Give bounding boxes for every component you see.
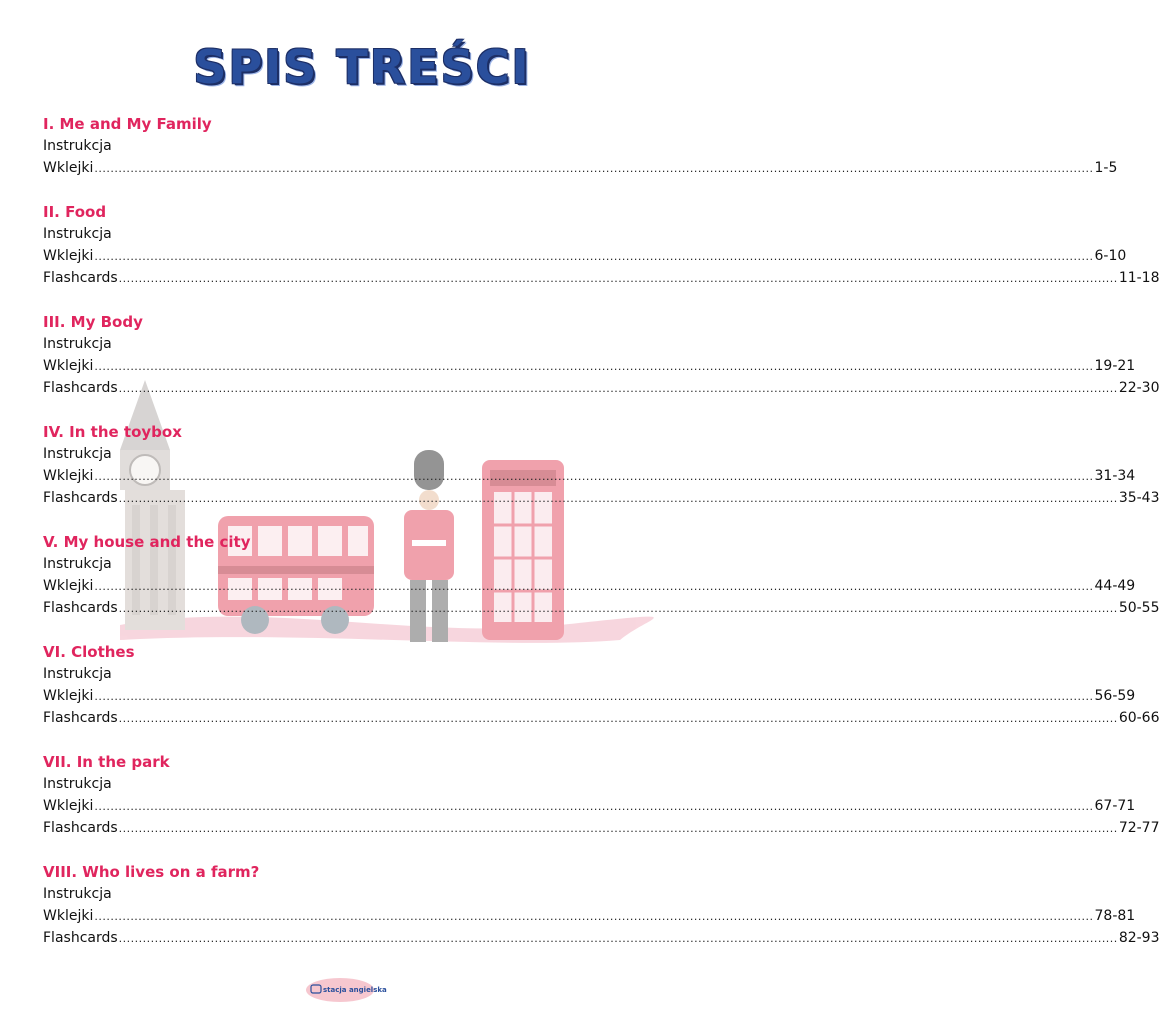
- entry-pages: 50-55: [1118, 600, 1160, 616]
- toc-entry: [43, 465, 1136, 487]
- dot-leader: ..........................................................................................................................................................................................................................................................: [94, 580, 1094, 593]
- toc-entry: [43, 663, 633, 685]
- section-title: VI. Clothes: [43, 643, 135, 661]
- toc-entry: [43, 597, 1160, 619]
- toc-entry: [43, 817, 1160, 839]
- entry-label: Wklejki: [43, 578, 94, 594]
- toc-section: [43, 201, 1160, 289]
- dot-leader: ..........................................................................................................................................................................................................................................................: [118, 492, 1118, 505]
- entry-pages: 11-18: [1118, 270, 1160, 286]
- toc-entry: [43, 707, 1160, 729]
- toc-entry: [43, 927, 1160, 949]
- table-of-contents: [43, 113, 1160, 971]
- toc-entry: [43, 553, 633, 575]
- entry-pages: 6-10: [1094, 248, 1127, 264]
- section-title: II. Food: [43, 203, 107, 221]
- dot-leader: ..........................................................................................................................................................................................................................................................: [118, 932, 1118, 945]
- toc-entry: [43, 135, 633, 157]
- toc-entry: [43, 443, 633, 465]
- toc-entry: [43, 883, 633, 905]
- entry-pages: 78-81: [1094, 908, 1136, 924]
- entry-pages: 35-43: [1118, 490, 1160, 506]
- dot-leader: ..........................................................................................................................................................................................................................................................: [94, 800, 1094, 813]
- toc-entry: [43, 905, 1136, 927]
- toc-section: [43, 421, 1160, 509]
- dot-leader: ..........................................................................................................................................................................................................................................................: [118, 382, 1118, 395]
- entry-label: Wklejki: [43, 908, 94, 924]
- dot-leader: ..........................................................................................................................................................................................................................................................: [94, 162, 1094, 175]
- entry-label: Wklejki: [43, 248, 94, 264]
- entry-label: Instrukcja: [43, 666, 112, 682]
- entry-pages: 56-59: [1094, 688, 1136, 704]
- entry-label: Flashcards: [43, 600, 118, 616]
- section-title: V. My house and the city: [43, 533, 251, 551]
- footer-logo-text: stacja angielska: [323, 986, 387, 994]
- toc-section: [43, 751, 1160, 839]
- entry-pages: 31-34: [1094, 468, 1136, 484]
- toc-entry: [43, 267, 1160, 289]
- entry-pages: 44-49: [1094, 578, 1136, 594]
- entry-label: Flashcards: [43, 820, 118, 836]
- toc-entry: [43, 355, 1136, 377]
- entry-label: Flashcards: [43, 270, 118, 286]
- toc-section: [43, 861, 1160, 949]
- entry-label: Instrukcja: [43, 446, 112, 462]
- entry-pages: 1-5: [1094, 160, 1118, 176]
- toc-entry: [43, 223, 633, 245]
- toc-entry: [43, 773, 633, 795]
- toc-entry: [43, 575, 1136, 597]
- dot-leader: ..........................................................................................................................................................................................................................................................: [94, 470, 1094, 483]
- toc-section: [43, 113, 1118, 179]
- toc-entry: [43, 333, 633, 355]
- section-title: IV. In the toybox: [43, 423, 182, 441]
- entry-label: Instrukcja: [43, 226, 112, 242]
- dot-leader: ..........................................................................................................................................................................................................................................................: [94, 250, 1094, 263]
- entry-label: Instrukcja: [43, 138, 112, 154]
- toc-entry: [43, 487, 1160, 509]
- toc-entry: [43, 685, 1136, 707]
- entry-label: Wklejki: [43, 798, 94, 814]
- entry-label: Flashcards: [43, 490, 118, 506]
- toc-entry: [43, 245, 1127, 267]
- entry-label: Instrukcja: [43, 336, 112, 352]
- entry-label: Instrukcja: [43, 886, 112, 902]
- entry-pages: 82-93: [1118, 930, 1160, 946]
- dot-leader: ..........................................................................................................................................................................................................................................................: [94, 690, 1094, 703]
- dot-leader: ..........................................................................................................................................................................................................................................................: [94, 910, 1094, 923]
- entry-label: Wklejki: [43, 468, 94, 484]
- dot-leader: ..........................................................................................................................................................................................................................................................: [118, 712, 1118, 725]
- entry-label: Instrukcja: [43, 776, 112, 792]
- section-title: VIII. Who lives on a farm?: [43, 863, 260, 881]
- section-title: III. My Body: [43, 313, 143, 331]
- entry-pages: 60-66: [1118, 710, 1160, 726]
- entry-label: Flashcards: [43, 380, 118, 396]
- toc-entry: [43, 377, 1160, 399]
- entry-pages: 22-30: [1118, 380, 1160, 396]
- toc-section: [43, 311, 1160, 399]
- entry-pages: 19-21: [1094, 358, 1136, 374]
- dot-leader: ..........................................................................................................................................................................................................................................................: [118, 822, 1118, 835]
- toc-entry: [43, 157, 1118, 179]
- entry-label: Wklejki: [43, 358, 94, 374]
- entry-pages: 72-77: [1118, 820, 1160, 836]
- entry-label: Flashcards: [43, 930, 118, 946]
- page-title: SPIS TREŚCI: [193, 40, 531, 94]
- dot-leader: ..........................................................................................................................................................................................................................................................: [94, 360, 1094, 373]
- dot-leader: ..........................................................................................................................................................................................................................................................: [118, 272, 1118, 285]
- section-title: I. Me and My Family: [43, 115, 212, 133]
- section-title: VII. In the park: [43, 753, 170, 771]
- entry-pages: 67-71: [1094, 798, 1136, 814]
- toc-section: [43, 641, 1160, 729]
- toc-section: [43, 531, 1160, 619]
- entry-label: Wklejki: [43, 160, 94, 176]
- toc-entry: [43, 795, 1136, 817]
- entry-label: Flashcards: [43, 710, 118, 726]
- dot-leader: ..........................................................................................................................................................................................................................................................: [118, 602, 1118, 615]
- entry-label: Instrukcja: [43, 556, 112, 572]
- entry-label: Wklejki: [43, 688, 94, 704]
